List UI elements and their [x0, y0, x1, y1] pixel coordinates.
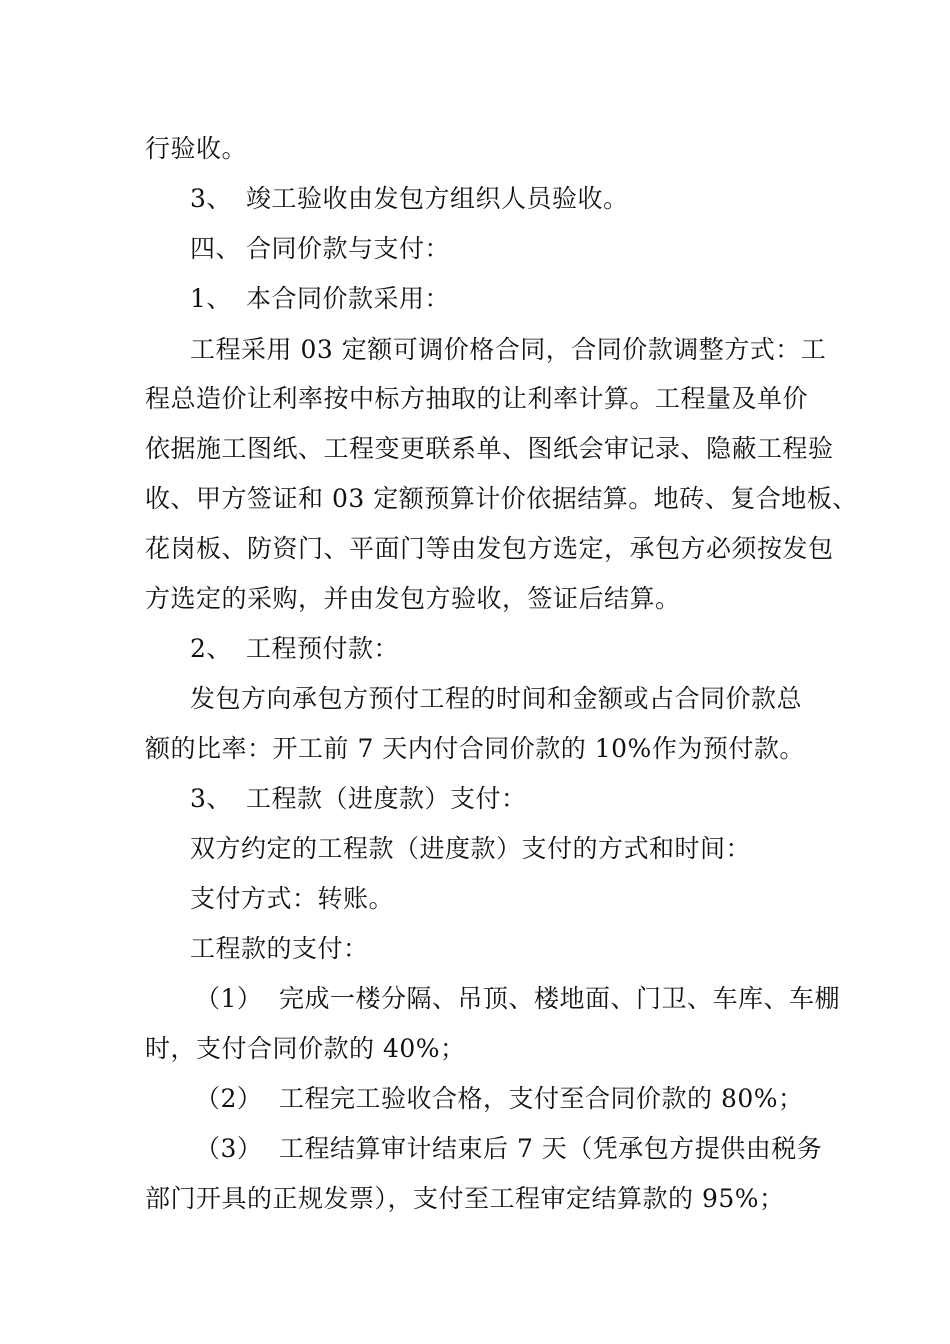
text-line: 部门开具的正规发票），支付至工程审定结算款的 95%；: [145, 1184, 785, 1213]
item-text: 竣工验收由发包方组织人员验收。: [246, 184, 629, 213]
text-line: 发包方向承包方预付工程的时间和金额或占合同价款总: [190, 684, 803, 713]
text-line: 依据施工图纸、工程变更联系单、图纸会审记录、隐蔽工程验: [145, 434, 834, 463]
payment-number: （1）: [195, 984, 263, 1013]
text-line: 程总造价让利率按中标方抽取的让利率计算。工程量及单价: [145, 384, 809, 413]
item-number: 2、: [190, 634, 232, 663]
text-line: 支付方式：转账。: [190, 884, 395, 913]
text-line: 时，支付合同价款的 40%；: [145, 1034, 466, 1063]
numbered-item: [190, 784, 527, 814]
item-number: 3、: [190, 184, 232, 213]
text-line: 收、甲方签证和 03 定额预算计价依据结算。地砖、复合地板、: [145, 484, 858, 513]
numbered-item: [190, 634, 399, 664]
section-heading: [190, 234, 450, 264]
item-text: 本合同价款采用：: [246, 284, 451, 313]
item-number: 1、: [190, 284, 232, 313]
item-text: 工程预付款：: [246, 634, 400, 663]
text-line: 方选定的采购，并由发包方验收，签证后结算。: [145, 584, 681, 613]
numbered-item: [190, 284, 450, 314]
payment-item: [195, 984, 840, 1014]
text-line: 工程采用 03 定额可调价格合同，合同价款调整方式：工: [190, 335, 827, 364]
text-line: 花岗板、防资门、平面门等由发包方选定，承包方必须按发包: [145, 534, 834, 563]
payment-text: 工程完工验收合格，支付至合同价款的 80%；: [279, 1084, 804, 1113]
text-line: 额的比率：开工前 7 天内付合同价款的 10%作为预付款。: [145, 734, 805, 763]
text-line: 行验收。: [145, 134, 248, 163]
section-number: 四、: [190, 234, 242, 263]
payment-item: [195, 1134, 822, 1164]
item-number: 3、: [190, 784, 232, 813]
payment-text: 完成一楼分隔、吊顶、楼地面、门卫、车库、车棚: [279, 984, 841, 1013]
item-text: 工程款（进度款）支付：: [246, 784, 527, 813]
payment-item: [195, 1084, 804, 1114]
text-line: 双方约定的工程款（进度款）支付的方式和时间：: [190, 834, 752, 863]
payment-text: 工程结算审计结束后 7 天（凭承包方提供由税务: [279, 1134, 823, 1163]
numbered-item: [190, 184, 629, 214]
payment-number: （3）: [195, 1134, 263, 1163]
payment-number: （2）: [195, 1084, 263, 1113]
section-title: 合同价款与支付：: [246, 234, 451, 263]
text-line: 工程款的支付：: [190, 934, 369, 963]
